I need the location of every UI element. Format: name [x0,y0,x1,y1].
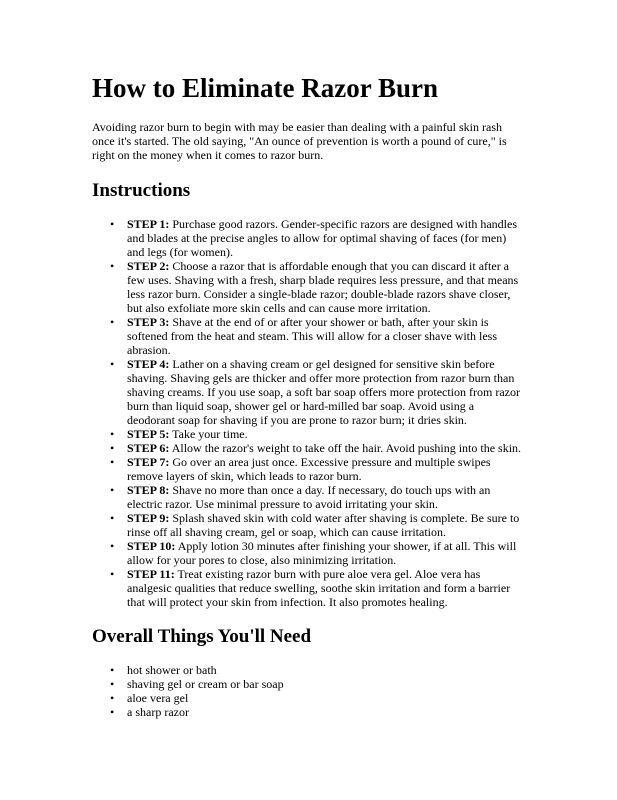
step-text: Shave at the end of or after your shower or bath, after your skin is softened from the heat and steam. This will allow for a closer shave with less abrasion. [127,315,498,357]
instructions-list [92,217,525,609]
step-text: Treat existing razor burn with pure aloe vera gel. Aloe vera has analgesic qualities that reduce swelling, soothe skin irritation and form a barrier that will protect your skin from infection. It also promotes healing. [127,567,511,609]
step-label: STEP 5: [127,427,170,441]
step-label: STEP 1: [127,217,170,231]
step-label: STEP 2: [127,259,170,273]
instructions-heading: Instructions [92,180,191,201]
step-item [92,217,525,259]
things-needed-heading: Overall Things You'll Need [92,626,312,647]
list-item [92,663,525,677]
step-item [92,483,525,511]
bullet-icon: • [110,217,115,231]
step-text: Choose a razor that is affordable enough that you can discard it after a few uses. Shaving with a fresh, sharp blade requires less pressure, and that means less razor burn. Consider a single-blade razor; double-blade razors shave closer, but also exfoliate more skin cells and can cause more irritation. [127,259,519,315]
page-title: How to Eliminate Razor Burn [92,73,438,103]
list-item [92,705,525,719]
step-label: STEP 3: [127,315,170,329]
list-item [92,691,525,705]
step-text: Splash shaved skin with cold water after shaving is complete. Be sure to rinse off all shaving cream, gel or soap, which can cause irritation. [127,511,520,539]
step-text: Purchase good razors. Gender-specific razors are designed with handles and blades at the precise angles to allow for optimal shaving of faces (for men) and legs (for women). [127,217,517,259]
step-label: STEP 9: [127,511,170,525]
bullet-icon: • [110,441,115,455]
bullet-icon: • [110,455,115,469]
bullet-icon: • [110,483,115,497]
bullet-icon: • [110,663,115,677]
things-needed-list [92,663,525,719]
step-label: STEP 11: [127,567,175,581]
bullet-icon: • [110,567,115,581]
bullet-icon: • [110,691,115,705]
step-item [92,511,525,539]
list-item-text: aloe vera gel [127,691,189,705]
step-text: Shave no more than once a day. If necessary, do touch ups with an electric razor. Use minimal pressure to avoid irritating your skin. [127,483,491,511]
bullet-icon: • [110,511,115,525]
bullet-icon: • [110,357,115,371]
intro-paragraph: Avoiding razor burn to begin with may be easier than dealing with a painful skin rash once it's started. The old saying, "An ounce of prevention is worth a pound of cure," is right on the money when it comes to razor burn. [92,120,507,162]
list-item-text: hot shower or bath [127,663,217,677]
step-item [92,315,525,357]
step-item [92,539,525,567]
step-item [92,441,525,455]
step-label: STEP 10: [127,539,176,553]
bullet-icon: • [110,259,115,273]
step-item [92,427,525,441]
step-item [92,259,525,315]
bullet-icon: • [110,539,115,553]
bullet-icon: • [110,677,115,691]
step-text: Allow the razor's weight to take off the hair. Avoid pushing into the skin. [169,441,522,455]
step-label: STEP 7: [127,455,170,469]
list-item [92,677,525,691]
step-item [92,357,525,427]
list-item-text: shaving gel or cream or bar soap [127,677,284,691]
step-text: Lather on a shaving cream or gel designed for sensitive skin before shaving. Shaving gels are thicker and offer more protection from razor burn than shaving creams. If you use soap, a soft bar soap offers more protection from razor burn than liquid soap, shower gel or hard-milled bar soap. Avoid using a deodorant soap for shaving if you are prone to razor burn; it dries skin. [127,357,520,427]
bullet-icon: • [110,427,115,441]
list-item-text: a sharp razor [127,705,189,719]
step-label: STEP 6: [127,441,170,455]
bullet-icon: • [110,705,115,719]
step-text: Apply lotion 30 minutes after finishing your shower, if at all. This will allow for your pores to close, also minimizing irritation. [127,539,517,567]
step-item [92,455,525,483]
step-text: Take your time. [169,427,248,441]
step-text: Go over an area just once. Excessive pressure and multiple swipes remove layers of skin, which leads to razor burn. [127,455,491,483]
step-item [92,567,525,609]
step-label: STEP 8: [127,483,170,497]
bullet-icon: • [110,315,115,329]
step-label: STEP 4: [127,357,170,371]
